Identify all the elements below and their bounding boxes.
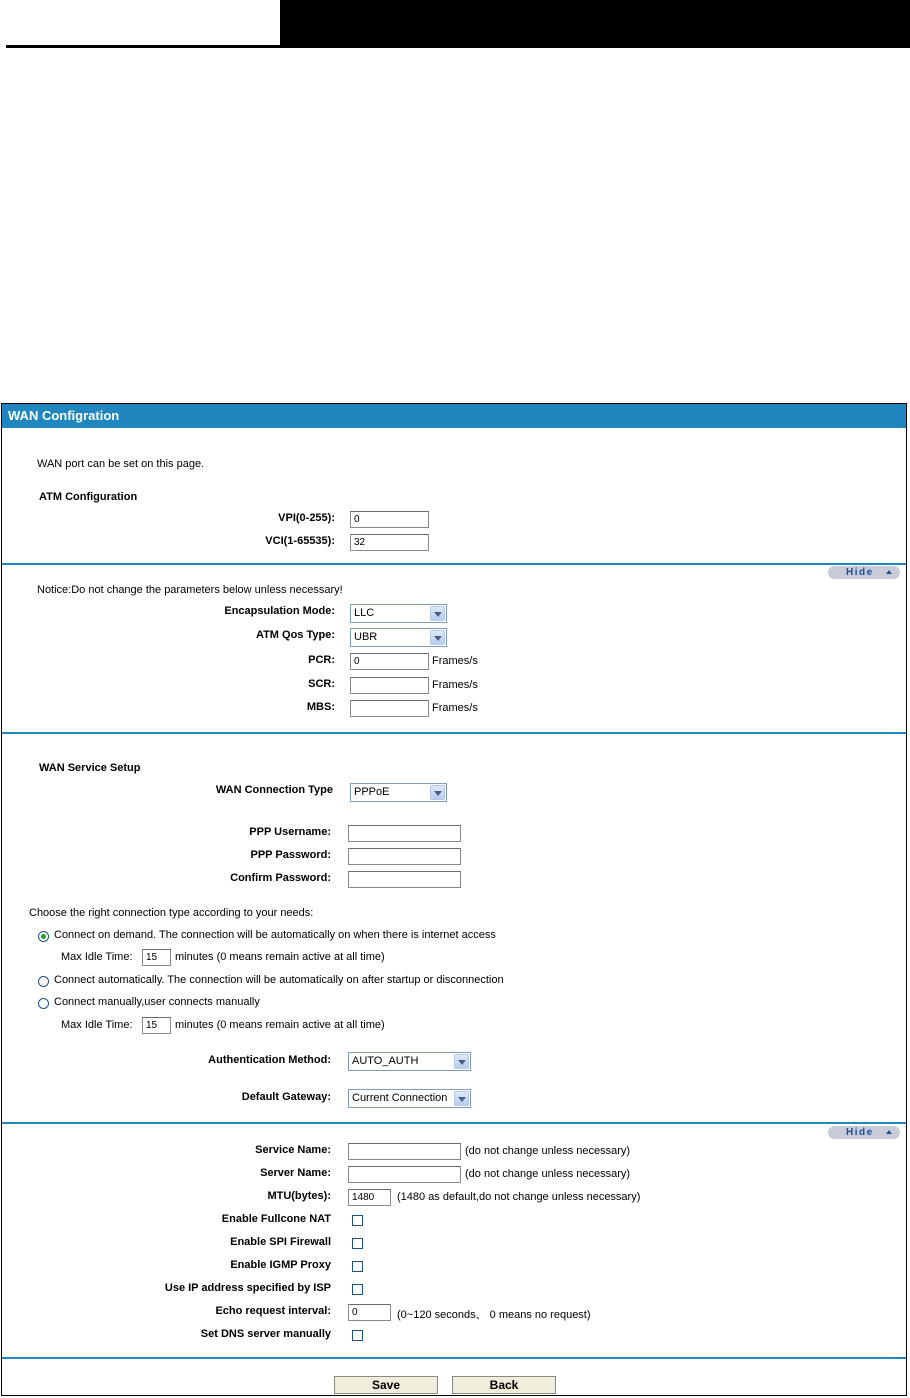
pcr-unit: Frames/s — [432, 655, 478, 667]
pcr-input[interactable]: 0 — [350, 653, 429, 670]
service-heading: WAN Service Setup — [39, 762, 141, 774]
service-name-note: (do not change unless necessary) — [465, 1145, 631, 1157]
max-idle-suffix: minutes (0 means remain active at all time) — [175, 951, 385, 963]
server-name-note: (do not change unless necessary) — [465, 1168, 631, 1180]
chevron-down-icon[interactable] — [454, 1054, 469, 1069]
mtu-note: (1480 as default,do not change unless necessary) — [397, 1191, 641, 1203]
hide-label: Hide — [846, 567, 874, 578]
dns-manual-checkbox[interactable] — [352, 1330, 363, 1341]
mbs-input[interactable] — [350, 700, 429, 717]
vpi-label: VPI(0-255): — [278, 512, 335, 524]
vci-input[interactable]: 32 — [350, 534, 429, 551]
hide-button-ppp[interactable] — [828, 1126, 900, 1139]
header-left-bar — [6, 0, 280, 48]
vpi-input[interactable]: 0 — [350, 511, 429, 528]
chevron-down-icon[interactable] — [454, 1091, 469, 1106]
qos-select[interactable] — [350, 628, 447, 647]
hide-label: Hide — [846, 1127, 874, 1138]
default-gateway-label: Default Gateway: — [241, 1091, 331, 1103]
divider — [2, 1122, 906, 1124]
mtu-label: MTU(bytes): — [267, 1190, 331, 1202]
radio-connect-automatically[interactable] — [38, 976, 49, 987]
option-demand-label: Connect on demand. The connection will be automatically on when there is internet access — [54, 929, 496, 941]
pcr-label: PCR: — [308, 654, 335, 666]
conn-type-select[interactable] — [350, 783, 447, 802]
max-idle-label: Max Idle Time: — [61, 1019, 133, 1031]
auth-method-select[interactable] — [348, 1052, 471, 1071]
conn-type-value: PPPoE — [354, 786, 390, 798]
qos-value: UBR — [354, 631, 378, 643]
username-input[interactable] — [348, 825, 461, 842]
confirm-password-label: Confirm Password: — [230, 872, 331, 884]
panel-title: WAN Configration — [2, 404, 906, 428]
mbs-unit: Frames/s — [432, 702, 478, 714]
chevron-down-icon[interactable] — [430, 630, 445, 645]
divider — [2, 563, 906, 565]
default-gateway-value: Current Connection — [352, 1092, 448, 1104]
confirm-password-input[interactable] — [348, 871, 461, 888]
choose-text: Choose the right connection type according to your needs: — [29, 907, 314, 919]
notice-text: Notice:Do not change the parameters below unless necessary! — [37, 584, 343, 596]
auth-method-value: AUTO_AUTH — [352, 1055, 419, 1067]
echo-interval-label: Echo request interval: — [215, 1305, 331, 1317]
vci-label: VCI(1-65535): — [265, 535, 335, 547]
service-name-input[interactable] — [348, 1143, 461, 1160]
back-button[interactable]: Back — [452, 1376, 556, 1394]
encapsulation-value: LLC — [354, 607, 375, 619]
encapsulation-select[interactable] — [350, 604, 447, 623]
server-name-label: Server Name: — [260, 1167, 331, 1179]
chevron-down-icon[interactable] — [430, 785, 445, 800]
divider — [2, 1357, 906, 1359]
fullcone-nat-label: Enable Fullcone NAT — [221, 1213, 331, 1225]
radio-connect-on-demand[interactable] — [38, 931, 49, 942]
mbs-label: MBS: — [306, 701, 335, 713]
wan-config-panel — [1, 403, 907, 1396]
service-name-label: Service Name: — [255, 1144, 331, 1156]
chevron-down-icon[interactable] — [430, 606, 445, 621]
max-idle-input-manual[interactable]: 15 — [142, 1017, 171, 1034]
fullcone-nat-checkbox[interactable] — [352, 1215, 363, 1226]
igmp-proxy-checkbox[interactable] — [352, 1261, 363, 1272]
auth-method-label: Authentication Method: — [208, 1054, 331, 1066]
scr-input[interactable] — [350, 677, 429, 694]
save-button[interactable]: Save — [334, 1376, 438, 1394]
option-manual-label: Connect manually,user connects manually — [54, 996, 260, 1008]
password-label: PPP Password: — [250, 849, 331, 861]
max-idle-label: Max Idle Time: — [61, 951, 133, 963]
spi-firewall-checkbox[interactable] — [352, 1238, 363, 1249]
radio-connect-manually[interactable] — [38, 998, 49, 1009]
conn-type-label: WAN Connection Type — [215, 784, 333, 796]
scr-label: SCR: — [308, 678, 335, 690]
spi-firewall-label: Enable SPI Firewall — [230, 1236, 331, 1248]
dns-manual-label: Set DNS server manually — [200, 1328, 331, 1340]
mtu-input[interactable]: 1480 — [348, 1189, 391, 1206]
echo-interval-note: (0~120 seconds、 0 means no request) — [397, 1309, 591, 1321]
option-auto-label: Connect automatically. The connection will be automatically on after startup or disconnection — [54, 974, 504, 986]
ip-isp-label: Use IP address specified by ISP — [164, 1282, 331, 1294]
username-label: PPP Username: — [249, 826, 331, 838]
intro-text: WAN port can be set on this page. — [37, 458, 205, 470]
default-gateway-select[interactable] — [348, 1089, 471, 1108]
server-name-input[interactable] — [348, 1166, 461, 1183]
max-idle-suffix: minutes (0 means remain active at all time) — [175, 1019, 385, 1031]
chevron-up-icon — [886, 570, 892, 574]
password-input[interactable] — [348, 848, 461, 865]
max-idle-input-demand[interactable]: 15 — [142, 949, 171, 966]
divider — [2, 732, 906, 734]
hide-button-atm[interactable] — [828, 566, 900, 579]
chevron-up-icon — [886, 1130, 892, 1134]
scr-unit: Frames/s — [432, 679, 478, 691]
echo-interval-input[interactable]: 0 — [348, 1304, 391, 1321]
header-right-bar — [280, 0, 910, 48]
ip-isp-checkbox[interactable] — [352, 1284, 363, 1295]
igmp-proxy-label: Enable IGMP Proxy — [230, 1259, 331, 1271]
atm-heading: ATM Configuration — [39, 491, 138, 503]
encapsulation-label: Encapsulation Mode: — [224, 605, 335, 617]
qos-label: ATM Qos Type: — [255, 629, 335, 641]
